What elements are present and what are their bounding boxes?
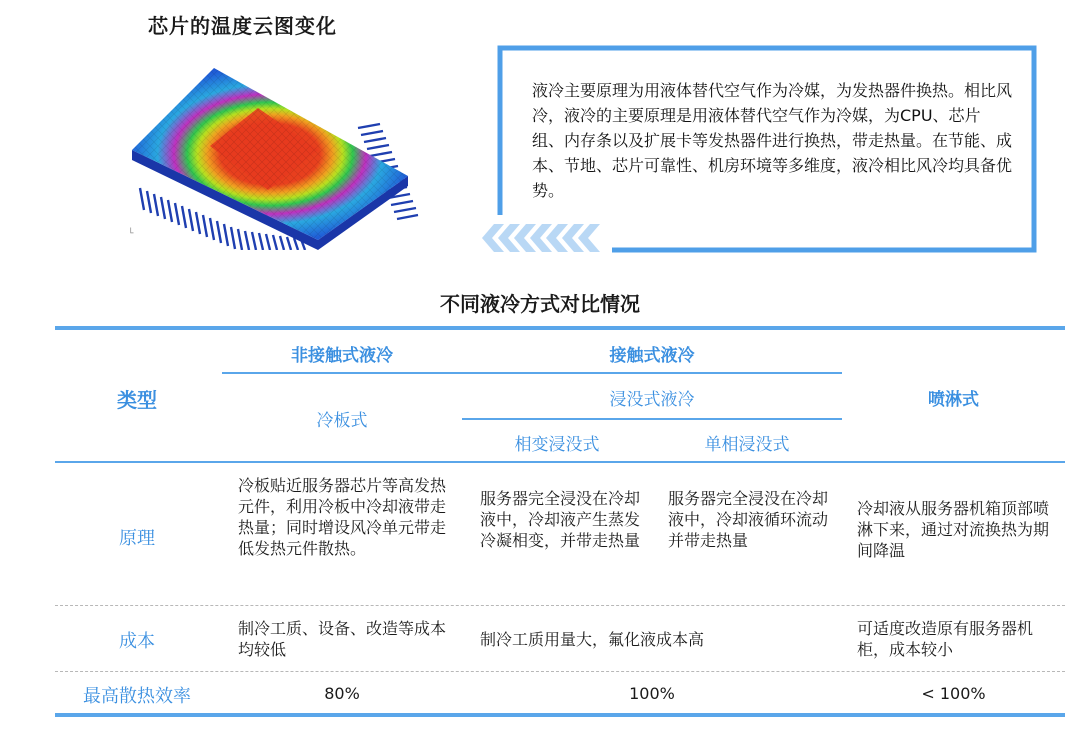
header-spray: 喷淋式 [928, 390, 979, 410]
header-non-contact: 非接触式液冷 [291, 346, 393, 366]
table-bottom-border [55, 713, 1065, 717]
cell-principle-spray: 冷却液从服务器机箱顶部喷淋下来，通过对流换热为期间降温 [857, 499, 1050, 560]
header-bottom-border [55, 461, 1065, 463]
figure-title: 芯片的温度云图变化 [148, 14, 337, 38]
header-divider-1 [222, 372, 842, 374]
row-label-efficiency: 最高散热效率 [83, 686, 191, 707]
row-label-principle: 原理 [119, 528, 155, 549]
header-phase-change: 相变浸没式 [514, 435, 600, 455]
header-contact: 接触式液冷 [609, 346, 695, 366]
table-top-border [55, 326, 1065, 330]
table-title: 不同液冷方式对比情况 [440, 292, 640, 316]
cell-principle-cold-plate: 冷板贴近服务器芯片等高发热元件，利用冷板中冷却液带走热量；同时增设风冷单元带走低发热元件散热。 [238, 476, 447, 558]
svg-text:└: └ [128, 229, 134, 239]
header-cold-plate: 冷板式 [316, 411, 368, 431]
cell-principle-phase-change: 服务器完全浸没在冷却液中，冷却液产生蒸发冷凝相变，并带走热量 [480, 489, 641, 550]
cell-efficiency-immersion: 100% [629, 684, 675, 703]
cell-cost-cold-plate: 制冷工质、设备、改造等成本均较低 [238, 619, 447, 659]
cell-principle-single-phase: 服务器完全浸没在冷却液中，冷却液循环流动并带走热量 [668, 489, 829, 550]
cell-efficiency-cold-plate: 80% [324, 684, 360, 703]
chevron-decoration-icon [474, 222, 614, 254]
cell-efficiency-spray: < 100% [921, 684, 986, 703]
header-single-phase: 单相浸没式 [704, 435, 790, 455]
cell-cost-immersion: 制冷工质用量大，氟化液成本高 [480, 630, 705, 649]
header-divider-2 [462, 418, 842, 420]
row-label-cost: 成本 [119, 631, 155, 652]
header-type: 类型 [117, 388, 157, 412]
row-divider-1 [55, 605, 1065, 606]
cell-cost-spray: 可适度改造原有服务器机柜，成本较小 [857, 619, 1034, 659]
row-divider-2 [55, 671, 1065, 672]
callout-text: 液冷主要原理为用液体替代空气作为冷媒，为发热器件换热。相比风冷，液冷的主要原理是用液体替代空气作为冷媒，为CPU、芯片组、内存条以及扩展卡等发热器件进行换热，带走热量。在节能、成本、节地、芯片可靠性、机房环境等多维度，液冷相比风冷均具备优势。 [532, 81, 1013, 200]
chip-heatmap-image [118, 50, 428, 250]
header-immersion: 浸没式液冷 [609, 390, 695, 410]
